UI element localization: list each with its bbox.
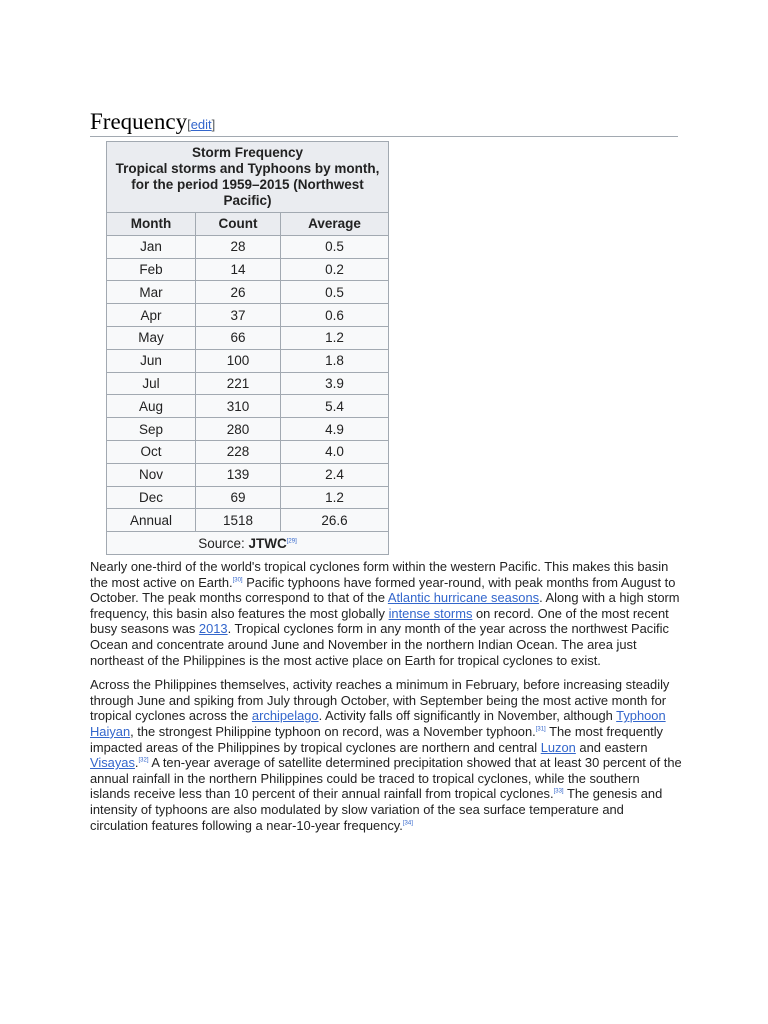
cell-month: Dec bbox=[107, 486, 196, 509]
text-segment: Across the Philippines themselves, activity reaches a minimum in February, before increasing steadily through June and spiking from July through October, with September being the most active month for tropical cyclones across the bbox=[90, 677, 670, 724]
table-row bbox=[107, 281, 389, 304]
article-link[interactable]: Atlantic hurricane seasons bbox=[387, 590, 540, 606]
cell-average: 1.2 bbox=[281, 486, 389, 509]
text-segment: Nearly one-third of the world's tropical cyclones form within the western Pacific. This makes this basin the most active on Earth. bbox=[90, 559, 669, 590]
text-segment: . Activity falls off significantly in November, although bbox=[318, 708, 617, 724]
text-segment: . Tropical cyclones form in any month of the year across the northwest Pacific Ocean and concentrate around June and November in the northern Indian Ocean. The area just northeast of the Philippines is the most active place on Earth for tropical cyclones to exist. bbox=[90, 621, 669, 668]
table-row bbox=[107, 258, 389, 281]
article-link[interactable]: archipelago bbox=[251, 708, 319, 724]
table-caption bbox=[107, 142, 389, 213]
cell-count: 228 bbox=[196, 440, 281, 463]
cell-count: 100 bbox=[196, 349, 281, 372]
text-segment: The genesis and intensity of typhoons are also modulated by slow variation of the sea surface temperature and circulation features following a near-10-year frequency. bbox=[90, 786, 663, 833]
table-row bbox=[107, 304, 389, 327]
text-segment: Pacific typhoons have formed year-round, with peak months from August to October. The peak months correspond to that of the bbox=[90, 574, 676, 606]
source-reference-link[interactable]: [29] bbox=[286, 538, 297, 545]
cell-count: 28 bbox=[196, 235, 281, 258]
table-row bbox=[107, 372, 389, 395]
article-link[interactable]: Visayas bbox=[90, 755, 135, 771]
cell-month: May bbox=[107, 326, 196, 349]
section-title: Frequency bbox=[90, 109, 188, 134]
table-row bbox=[107, 326, 389, 349]
cell-month: Mar bbox=[107, 281, 196, 304]
reference-link[interactable]: [34] bbox=[402, 820, 413, 827]
reference-superscript bbox=[139, 758, 149, 764]
text-segment: , the strongest Philippine typhoon on record, was a November typhoon. bbox=[130, 723, 536, 739]
cell-month: Oct bbox=[107, 440, 196, 463]
cell-average: 5.4 bbox=[281, 395, 389, 418]
column-header-month: Month bbox=[107, 213, 196, 236]
column-header-count: Count bbox=[196, 213, 281, 236]
cell-count: 221 bbox=[196, 372, 281, 395]
cell-count: 37 bbox=[196, 304, 281, 327]
cell-month: Nov bbox=[107, 463, 196, 486]
text-segment: on record. One of the most recent busy seasons was bbox=[90, 605, 669, 637]
cell-average: 1.8 bbox=[281, 349, 389, 372]
cell-count: 69 bbox=[196, 486, 281, 509]
table-body bbox=[107, 235, 389, 531]
source-name: JTWC bbox=[248, 535, 287, 551]
article-body bbox=[90, 559, 682, 842]
cell-count: 139 bbox=[196, 463, 281, 486]
cell-month: Apr bbox=[107, 304, 196, 327]
table-header-row bbox=[107, 213, 389, 236]
table-caption-subtitle: Tropical storms and Typhoons by month, for the period 1959–2015 (Northwest Pacific) bbox=[115, 161, 380, 208]
table-row bbox=[107, 463, 389, 486]
table-row bbox=[107, 235, 389, 258]
article-paragraph bbox=[90, 677, 682, 833]
article-link[interactable]: Luzon bbox=[540, 739, 576, 755]
cell-average: 1.2 bbox=[281, 326, 389, 349]
table-row bbox=[107, 486, 389, 509]
table-row bbox=[107, 418, 389, 441]
reference-link[interactable]: [31] bbox=[535, 726, 546, 733]
cell-count: 1518 bbox=[196, 509, 281, 532]
cell-month: Feb bbox=[107, 258, 196, 281]
reference-link[interactable]: [32] bbox=[138, 757, 149, 764]
edit-link[interactable]: edit bbox=[190, 117, 212, 132]
reference-link[interactable]: [33] bbox=[553, 789, 564, 796]
storm-frequency-table bbox=[106, 141, 389, 555]
table-row bbox=[107, 349, 389, 372]
cell-month: Sep bbox=[107, 418, 196, 441]
cell-average: 0.6 bbox=[281, 304, 389, 327]
reference-superscript bbox=[233, 577, 243, 583]
table-row bbox=[107, 395, 389, 418]
cell-average: 4.0 bbox=[281, 440, 389, 463]
cell-month: Jun bbox=[107, 349, 196, 372]
table-row bbox=[107, 509, 389, 532]
reference-superscript bbox=[536, 727, 546, 733]
cell-month: Aug bbox=[107, 395, 196, 418]
table-caption-title: Storm Frequency bbox=[191, 145, 304, 160]
reference-superscript bbox=[554, 789, 564, 795]
text-segment: and eastern bbox=[575, 739, 648, 755]
column-header-average: Average bbox=[281, 213, 389, 236]
text-segment: The most frequently impacted areas of the Philippines by tropical cyclones are northern and central bbox=[90, 723, 664, 755]
article-paragraph bbox=[90, 559, 682, 668]
cell-average: 0.5 bbox=[281, 281, 389, 304]
cell-average: 26.6 bbox=[281, 509, 389, 532]
cell-average: 4.9 bbox=[281, 418, 389, 441]
text-segment: A ten-year average of satellite determined precipitation showed that at least 30 percent of the annual rainfall in the northern Philippines could be traced to tropical cyclones, while the southern islands receive less than 10 percent of their annual rainfall from tropical cyclones. bbox=[90, 755, 682, 802]
cell-month: Annual bbox=[107, 509, 196, 532]
table-source: Source: JTWC[29] bbox=[107, 532, 389, 555]
cell-month: Jul bbox=[107, 372, 196, 395]
reference-link[interactable]: [30] bbox=[232, 577, 243, 584]
article-link[interactable]: 2013 bbox=[198, 621, 228, 637]
cell-count: 14 bbox=[196, 258, 281, 281]
cell-average: 0.5 bbox=[281, 235, 389, 258]
edit-section: [edit] bbox=[187, 117, 216, 132]
table-source-row bbox=[107, 532, 389, 555]
cell-count: 280 bbox=[196, 418, 281, 441]
article-link[interactable]: Typhoon Haiyan bbox=[90, 708, 666, 739]
cell-average: 3.9 bbox=[281, 372, 389, 395]
cell-count: 26 bbox=[196, 281, 281, 304]
cell-count: 66 bbox=[196, 326, 281, 349]
table-row bbox=[107, 440, 389, 463]
reference-superscript bbox=[403, 820, 413, 826]
article-link[interactable]: intense storms bbox=[388, 605, 473, 621]
text-segment: . Along with a high storm frequency, this basin also features the most globally bbox=[90, 590, 680, 621]
cell-average: 0.2 bbox=[281, 258, 389, 281]
cell-month: Jan bbox=[107, 235, 196, 258]
section-heading bbox=[90, 108, 678, 137]
cell-average: 2.4 bbox=[281, 463, 389, 486]
text-segment: . bbox=[134, 755, 139, 771]
cell-count: 310 bbox=[196, 395, 281, 418]
